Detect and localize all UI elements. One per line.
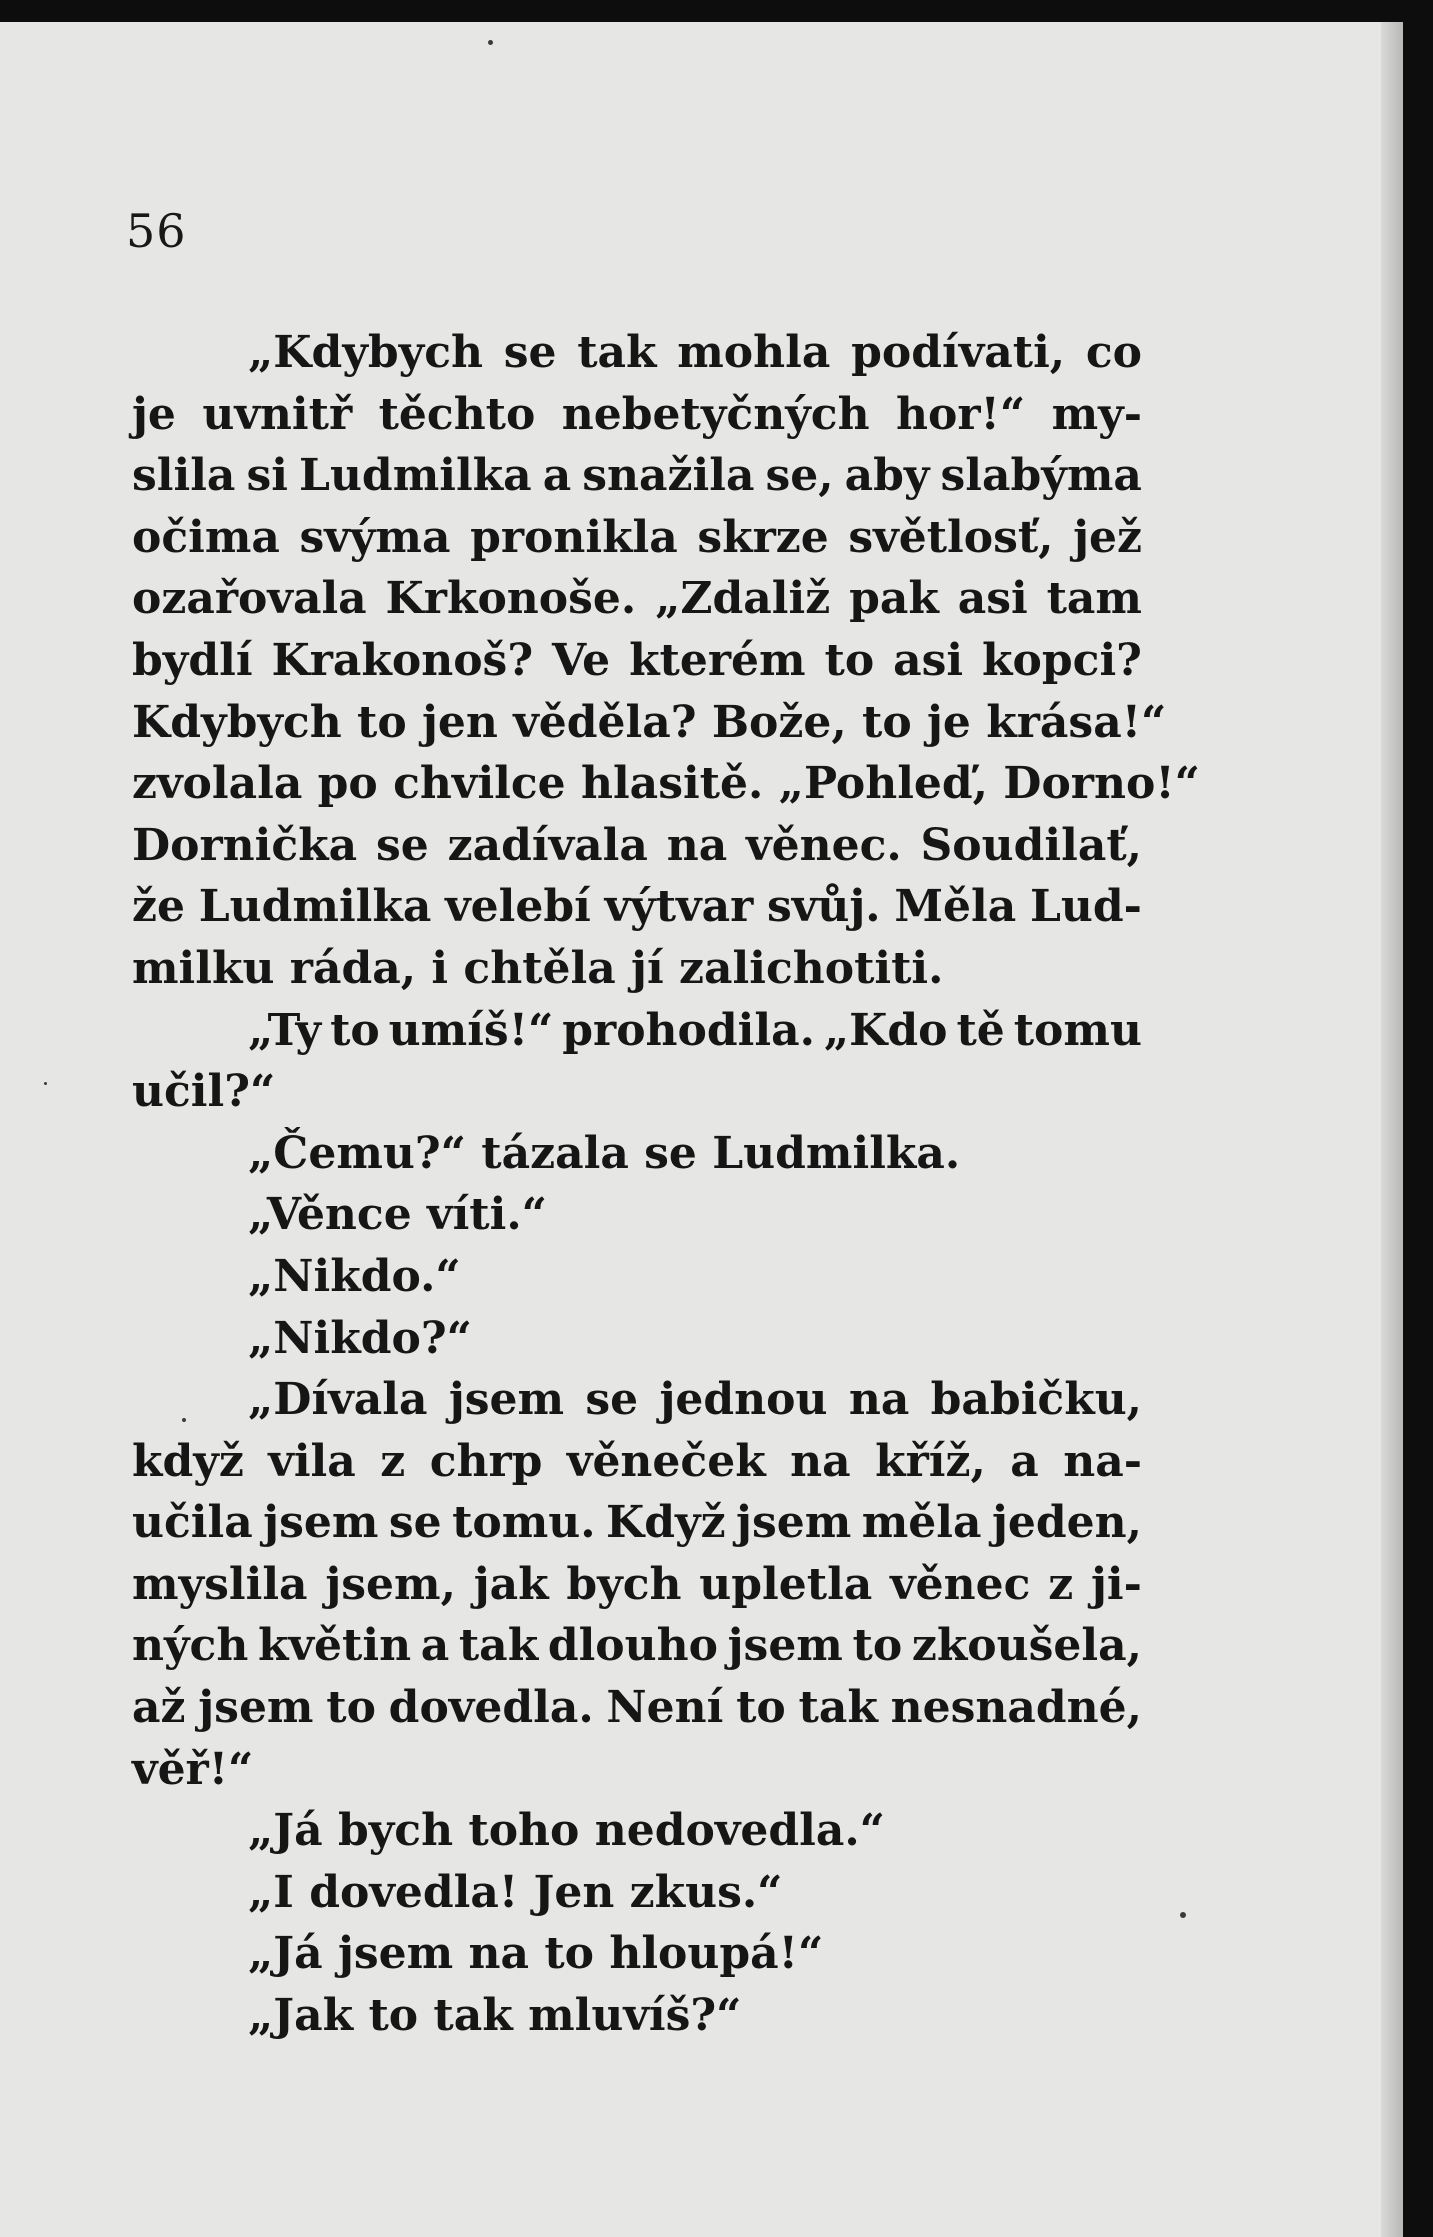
word: pak (849, 573, 939, 625)
word: aby (844, 450, 930, 502)
word: kopci? (982, 634, 1142, 686)
word: to (852, 1620, 903, 1672)
word: jež (1073, 511, 1142, 563)
text-line: zvolala po chvilce hlasitě. „Pohleď, Dorno!“ (132, 758, 1200, 810)
speck (1180, 1912, 1186, 1918)
word: na (848, 1374, 910, 1426)
word: jsem (263, 1497, 379, 1549)
word: tam (1046, 573, 1142, 625)
word: těchto (378, 388, 536, 440)
word: svůj. (767, 881, 881, 933)
word: upletla (699, 1558, 873, 1610)
word: kříž, (875, 1435, 986, 1487)
word: květin (257, 1620, 412, 1672)
word: Dornička (132, 819, 358, 871)
text-line (132, 1554, 1142, 1616)
word: je (132, 388, 176, 440)
word: na (666, 819, 728, 871)
word: a (1010, 1435, 1039, 1487)
text-line (132, 1431, 1142, 1493)
word: umíš!“ (388, 1004, 554, 1056)
word: bydlí (132, 634, 253, 686)
word: věnec (890, 1558, 1031, 1610)
word: dlouho (547, 1620, 718, 1672)
word: tak (577, 327, 657, 378)
text-line: Kdybych to jen věděla? Bože, to je krása!“ (132, 696, 1167, 748)
word: chrp (429, 1435, 543, 1487)
text-line (132, 815, 1142, 877)
word: „Zdaliž (655, 573, 831, 625)
word: světlosť, (848, 511, 1054, 563)
word: to (330, 1004, 380, 1056)
word: věneček (566, 1435, 766, 1487)
word: velebí (445, 881, 591, 933)
word: to (736, 1682, 786, 1734)
word: z (380, 1435, 406, 1487)
word: pronikla (470, 511, 678, 563)
word: hor!“ (896, 388, 1026, 440)
word: tomu (1013, 1004, 1142, 1056)
word: prohodila. (562, 1004, 815, 1056)
word: až (132, 1682, 186, 1734)
word: zadívala (447, 819, 648, 871)
word: ných (132, 1620, 249, 1672)
word: „Kdo (823, 1004, 948, 1056)
word: slabýma (940, 450, 1142, 502)
word: Když (606, 1497, 726, 1549)
word: Krkonoše. (385, 573, 637, 625)
word: věnec. (746, 819, 902, 871)
word: jsem, (325, 1558, 456, 1610)
text-line (132, 1000, 1142, 1062)
text-line (132, 507, 1142, 569)
word: jsem (448, 1374, 565, 1426)
word: jak (473, 1558, 549, 1610)
word: měla (861, 1497, 982, 1549)
text-line: „Nikdo.“ (248, 1250, 461, 1302)
word: se (585, 1374, 639, 1426)
body-text (132, 322, 1200, 2047)
word: podívati, (851, 327, 1066, 378)
word: si (246, 450, 288, 502)
word: Ludmilka (198, 881, 432, 933)
text-line (132, 322, 1142, 384)
text-line (132, 1492, 1142, 1554)
word: babičku, (930, 1374, 1142, 1426)
book-page (0, 22, 1403, 2237)
word: tak (458, 1620, 539, 1672)
word: se, (765, 450, 834, 502)
word: jeden, (991, 1497, 1142, 1549)
word: jednou (659, 1374, 828, 1426)
word: jsem (198, 1682, 314, 1734)
word: to (326, 1682, 376, 1734)
page-number: 56 (126, 204, 187, 258)
word: bych (566, 1558, 682, 1610)
word: na (790, 1435, 851, 1487)
word: „Ty (248, 1004, 322, 1056)
text-line: milku ráda, i chtěla jí zalichotiti. (132, 942, 944, 994)
word: jsem (727, 1620, 843, 1672)
word: Soudilať, (920, 819, 1142, 871)
word: výtvar (604, 881, 754, 933)
word: to (824, 634, 875, 686)
word: tě (956, 1004, 1005, 1056)
word: Ludmilka (299, 450, 532, 502)
word: Krakonoš? (271, 634, 534, 686)
word: Lud- (1029, 881, 1142, 933)
word: slila (132, 450, 236, 502)
word: asi (893, 634, 964, 686)
word: myslila (132, 1558, 308, 1610)
word: že (132, 881, 185, 933)
text-line (132, 568, 1142, 630)
text-line (132, 384, 1142, 446)
word: co (1085, 327, 1142, 378)
word: my- (1051, 388, 1142, 440)
text-line: „Já bych toho nedovedla.“ (248, 1805, 885, 1857)
text-line: „Věnce víti.“ (248, 1189, 547, 1241)
speck (488, 40, 493, 45)
word: tomu. (452, 1497, 596, 1549)
word: zkoušela, (911, 1620, 1142, 1672)
text-line: „Já jsem na to hloupá!“ (248, 1928, 824, 1980)
word: se (376, 819, 429, 871)
word: skrze (697, 511, 829, 563)
page-edge-shadow (1381, 22, 1403, 2237)
word: kterém (629, 634, 806, 686)
text-line (132, 1615, 1142, 1677)
word: mohla (677, 327, 831, 378)
word: snažila (582, 450, 755, 502)
word: „Kdybych (248, 327, 483, 378)
text-line: učil?“ (132, 1066, 276, 1118)
text-line (132, 630, 1142, 692)
word: nebetyčných (561, 388, 870, 440)
text-line: věř!“ (132, 1743, 254, 1795)
word: Není (606, 1682, 724, 1734)
word: uvnitř (202, 388, 353, 440)
text-line: „Nikdo?“ (248, 1312, 472, 1364)
word: učila (132, 1497, 253, 1549)
word: na- (1063, 1435, 1142, 1487)
word: když (132, 1435, 244, 1487)
text-line: „Jak to tak mluvíš?“ (248, 1990, 742, 2042)
word: Ve (552, 634, 611, 686)
speck (44, 1082, 47, 1085)
word: očima (132, 511, 280, 563)
word: Měla (894, 881, 1017, 933)
word: a (420, 1620, 450, 1672)
word: jsem (736, 1497, 852, 1549)
word: ji- (1091, 1558, 1142, 1610)
word: tak (798, 1682, 878, 1734)
word: dovedla. (388, 1682, 594, 1734)
word: svýma (299, 511, 451, 563)
word: „Dívala (248, 1374, 428, 1426)
text-line: „I dovedla! Jen zkus.“ (248, 1866, 783, 1918)
text-line (132, 445, 1142, 507)
word: se (388, 1497, 442, 1549)
text-line (132, 1369, 1142, 1431)
word: z (1048, 1558, 1074, 1610)
text-line (132, 1677, 1142, 1739)
word: asi (957, 573, 1028, 625)
word: ozařovala (132, 573, 367, 625)
word: se (503, 327, 557, 378)
speck (182, 1418, 186, 1422)
word: a (542, 450, 572, 502)
word: vila (268, 1435, 356, 1487)
word: nesnadné, (890, 1682, 1142, 1734)
text-line (132, 876, 1142, 938)
text-line: „Čemu?“ tázala se Ludmilka. (248, 1127, 961, 1179)
